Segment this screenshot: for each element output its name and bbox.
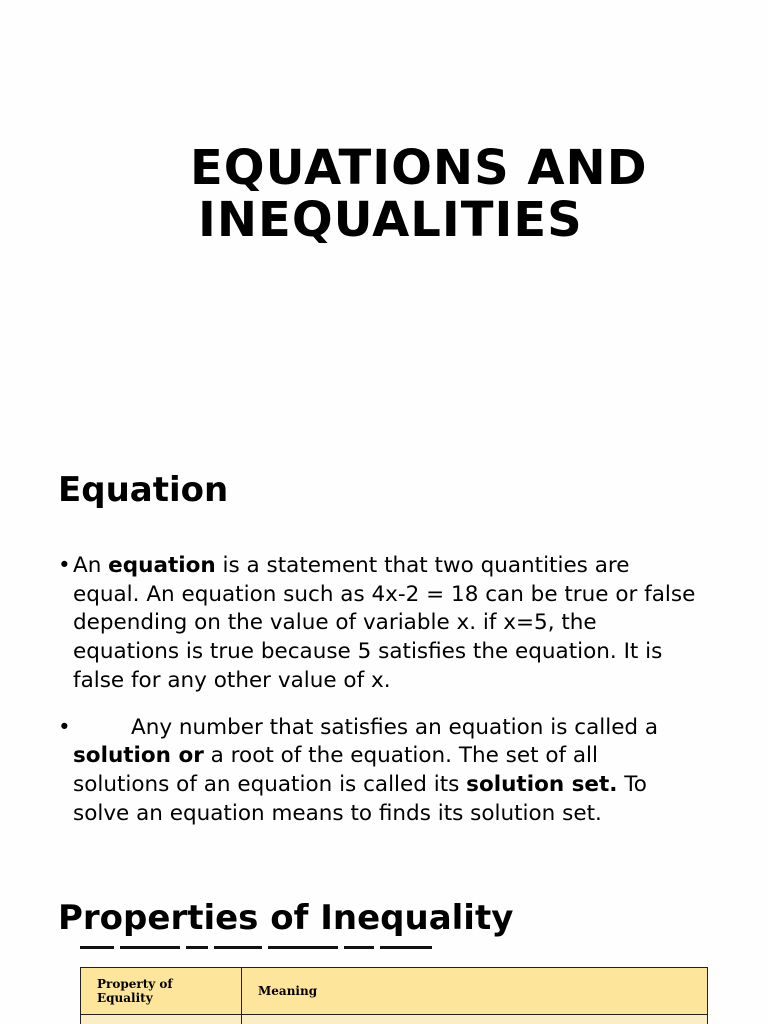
bullet1-rest: is a statement that two quantities are equal. An equation such as 4x-2 = 18 can be true or false depending on the value of variable x. if x=5, the equations is true because 5 satisfies the equation. It is false for any other value of x.	[73, 553, 696, 693]
equation-bullet-list	[58, 552, 698, 828]
equation-heading: Equation	[58, 470, 229, 510]
bullet2-bold-term-1: solution or	[73, 743, 204, 769]
bullet2-bold-term-2: solution set.	[466, 771, 618, 797]
bullet2-pre: Any number that satisfies an equation is called a	[131, 714, 659, 740]
bullet2-post: To solve an equation means to finds its solution set.	[73, 771, 647, 826]
bullet1-bold-term: equation	[108, 553, 216, 578]
properties-table	[80, 967, 708, 1024]
table-header-row	[81, 968, 708, 1015]
table-cell	[242, 1015, 708, 1024]
table-cell	[81, 1015, 242, 1024]
cropped-text-fragment	[80, 946, 500, 952]
page-title	[150, 140, 690, 249]
table-header-property: Property of Equality	[81, 968, 242, 1015]
title-line-2: INEQUALITIES	[198, 192, 583, 249]
properties-heading: Properties of Inequality	[58, 898, 514, 938]
bullet-item-solution	[58, 714, 698, 829]
bullet-dot: •	[58, 714, 71, 740]
title-line-1: EQUATIONS AND	[190, 140, 648, 197]
bullet2-mid: a root of the equation. The set of all solutions of an equation is called its	[73, 743, 599, 797]
bullet-item-definition	[58, 552, 698, 696]
table-row	[81, 1015, 708, 1024]
bullet-dot: •	[58, 553, 71, 578]
bullet1-pre: An	[73, 553, 109, 578]
table-header-meaning: Meaning	[242, 968, 708, 1015]
